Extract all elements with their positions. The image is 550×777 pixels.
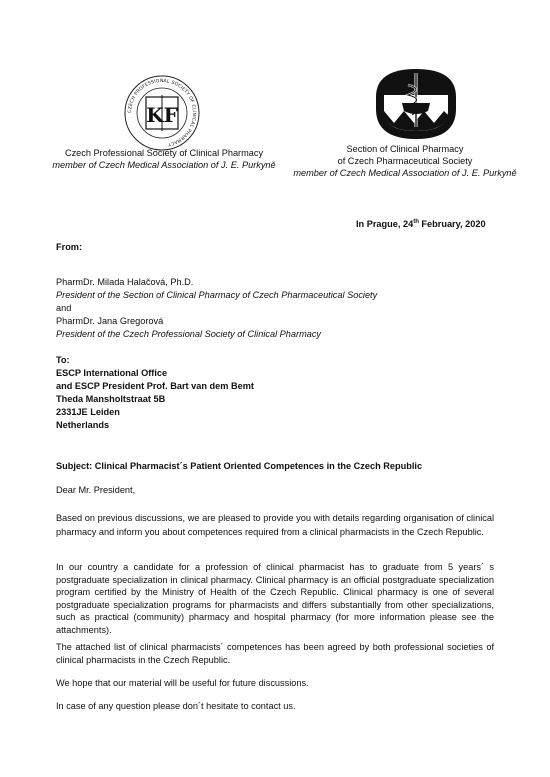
body-paragraph-3: The attached list of clinical pharmacists´ competences has been agreed by both professional societies of clinical pharmacists in the Czech Republic. [56,642,494,665]
recipient-line-3: Theda Mansholtstraat 5B [56,394,166,404]
body-paragraph-4: We hope that our material will be useful for future discussions. [56,678,309,688]
to-label: To: [56,355,70,365]
recipient-line-1: ESCP International Office [56,368,168,378]
salutation: Dear Mr. President, [56,485,136,495]
sender-role-1: President of the Section of Clinical Pharmacy of Czech Pharmaceutical Society [56,290,378,300]
logo-ring-text: CZECH PROFESSIONAL SOCIETY OF CLINICAL PHARMACY [127,78,197,147]
left-society-name: Czech Professional Society of Clinical Pharmacy [64,148,264,158]
sender-name-1: PharmDr. Milada Halačová, Ph.D. [56,277,194,287]
sender-role-2: President of the Czech Professional Society of Clinical Pharmacy [56,329,322,339]
right-society-name: Section of Clinical Pharmacy [346,144,464,154]
recipient-line-2: and ESCP President Prof. Bart van dem Bemt [56,381,254,391]
pharmacy-section-logo [372,65,460,143]
from-label: From: [56,242,83,252]
letter-date: In Prague, 24th February, 2020 [356,218,486,229]
left-society-membership: member of Czech Medical Association of J. E. Purkyně [52,160,276,170]
recipient-line-5: Netherlands [56,420,110,430]
right-society-membership: member of Czech Medical Association of J. E. Purkyně [293,168,517,178]
sender-name-2: PharmDr. Jana Gregorová [56,316,164,326]
recipient-line-4: 2331JE Leiden [56,407,120,417]
kf-society-logo [122,73,202,153]
logo-monogram: KF [146,103,178,127]
body-paragraph-5: In case of any question please don´t hesitate to contact us. [56,701,296,711]
right-society-parent: of Czech Pharmaceutical Society [337,156,473,166]
body-paragraph-1: Based on previous discussions, we are pleased to provide you with details regarding organisation of clinical pharmacy and inform you about competences required from a clinical pharmacists in the Czech Republic. [56,513,494,537]
body-paragraph-2: In our country a candidate for a profession of clinical pharmacist has to graduate from 5 years´ s postgraduate specialization in clinical pharmacy. Clinical pharmacy is an official postgraduate specialization program certified by the Ministry of Health of the Czech Republic. Clinical pharmacy is one of several postgraduate specialization programs for pharmacists and differs substantially from other specializations, such as practical (community) pharmacy and hospital pharmacy (for more information please see the attachments). [56,562,494,635]
sender-conjunction: and [56,303,72,313]
subject-line: Subject: Clinical Pharmacist´s Patient Oriented Competences in the Czech Republic [56,461,423,471]
